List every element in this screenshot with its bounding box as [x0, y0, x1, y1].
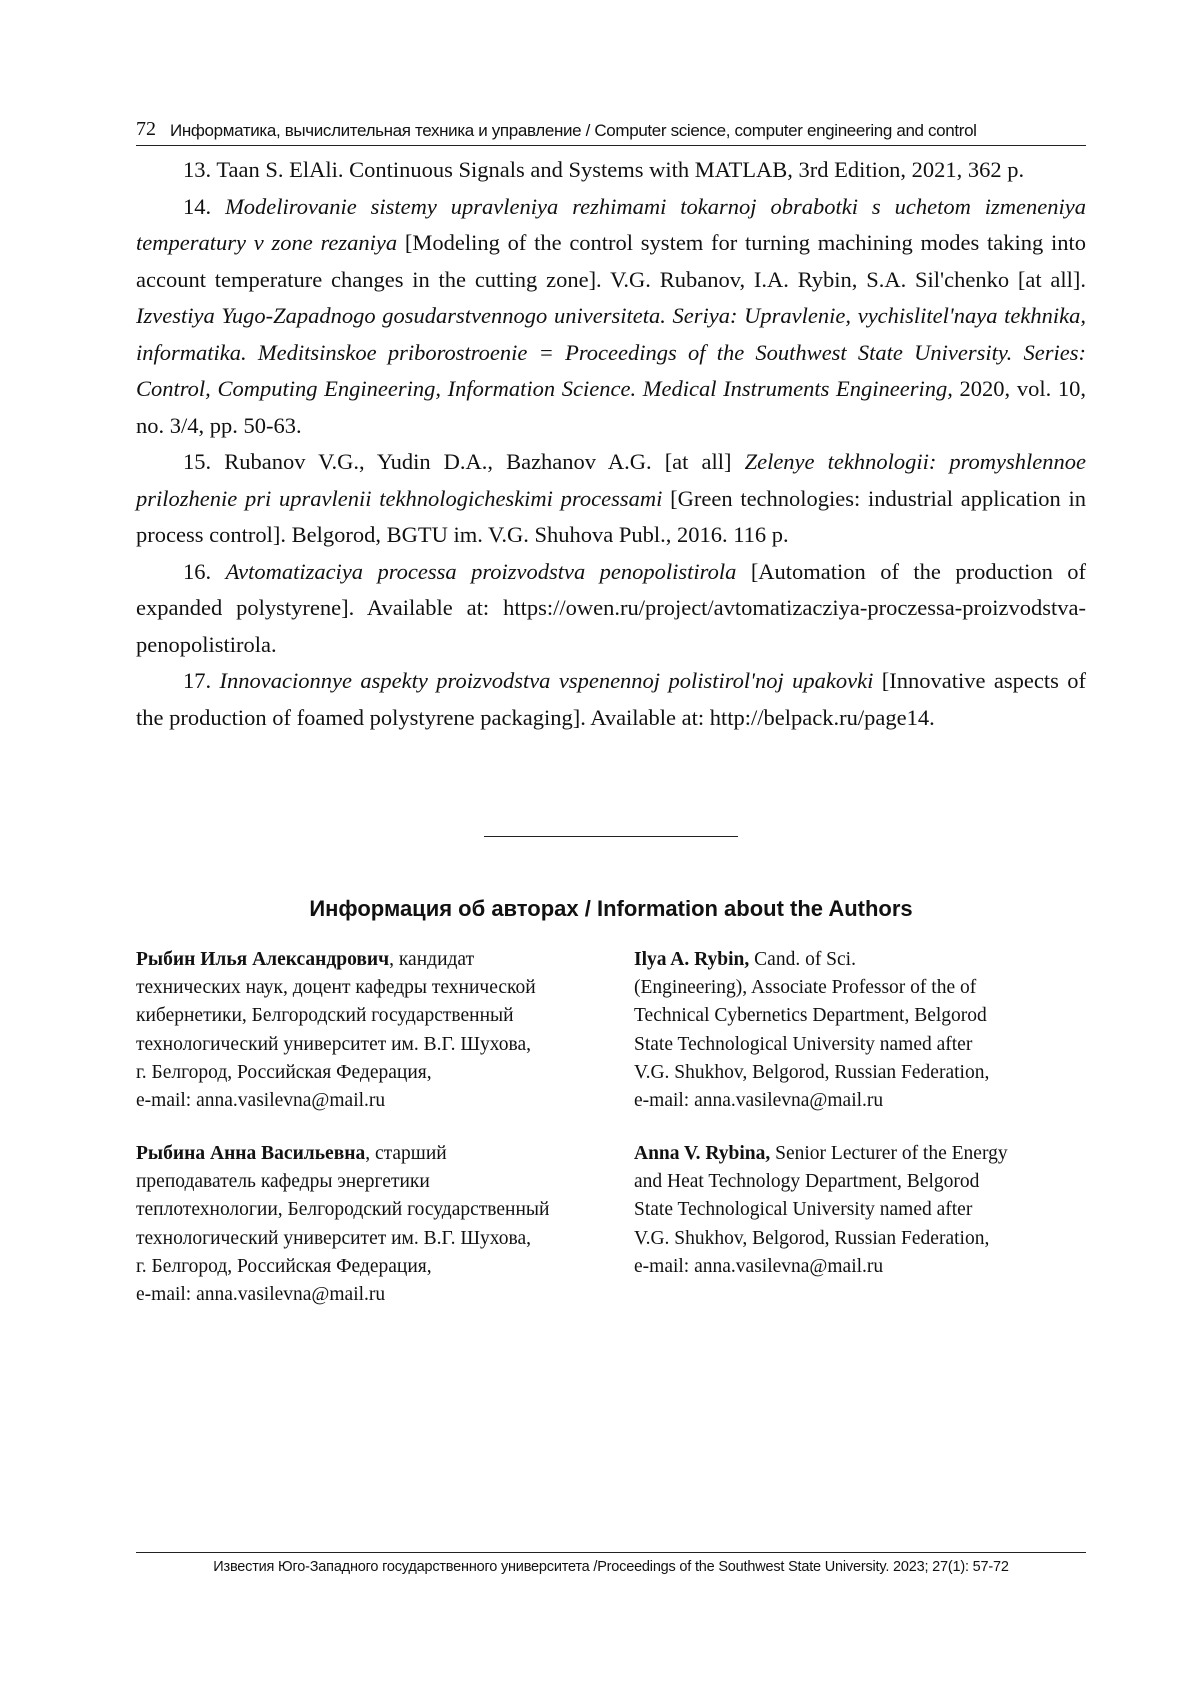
reference-number: 14. [183, 193, 212, 219]
author-name: Anna V. Rybina, [634, 1143, 771, 1164]
section-divider [484, 836, 738, 837]
author-email: e-mail: anna.vasilevna@mail.ru [634, 1090, 884, 1112]
reference-text: [Automation of the production of expanded polystyrene]. Available at: https://owen.ru/project/avtomatizacziya-proczessa-proizvodstva-penopolistirola. [136, 558, 1087, 657]
reference-authors: Rubanov V.G., Yudin D.A., Bazhanov A.G. [at all] [224, 449, 732, 474]
reference-text: Taan S. ElAli. Continuous Signals and Systems with MATLAB, 3rd Edition, 2021, 362 p. [216, 157, 1025, 182]
reference-text: [Innovative aspects of the production of foamed polystyrene packaging]. Available at: http://belpack.ru/page14. [136, 668, 1087, 730]
reference-text: [Modeling of the control system for turning machining modes taking into account temperature changes in the cutting zone]. V.G. Rubanov, I.A. Rybin, S.A. Sil'chenko [at all]. [136, 230, 1086, 292]
running-footer: Известия Юго-Западного государственного университета /Proceedings of the Southwest State University. 2023; 27(1): 57-72 [136, 1552, 1086, 1575]
reference-text: [Green technologies: industrial application in process control]. Belgorod, BGTU im. V.G. Shuhova Publ., 2016. 116 p. [136, 485, 1087, 547]
author-email: e-mail: anna.vasilevna@mail.ru [136, 1090, 386, 1112]
author-1-ru: Рыбин Илья Александрович, кандидат технических наук, доцент кафедры технической кибернетики, Белгородский государственный технологический университет им. В.Г. Шухова, г. Белгород, Российская Федерация, e-mail: anna.vasilevna@mail.ru [136, 946, 616, 1115]
author-1-en: Ilya A. Rybin, Cand. of Sci. (Engineering), Associate Professor of the of Technical Cybernetics Department, Belgorod State Technological University named after V.G. Shukhov, Belgorod, Russian Federation, e-mail: anna.vasilevna@mail.ru [634, 946, 1114, 1115]
reference-number: 16. [183, 558, 212, 584]
reference-list [136, 152, 1086, 736]
author-2-en: Anna V. Rybina, Senior Lecturer of the Energy and Heat Technology Department, Belgorod State Technological University named after V.G. Shukhov, Belgorod, Russian Federation, e-mail: anna.vasilevna@mail.ru [634, 1140, 1114, 1281]
running-header [136, 112, 1086, 146]
reference-title: Innovacionnye aspekty proizvodstva vspenennoj polistirol'noj upakovki [219, 668, 874, 693]
author-email: e-mail: anna.vasilevna@mail.ru [136, 1284, 386, 1306]
reference-number: 17. [183, 668, 212, 693]
page-number: 72 [136, 118, 156, 140]
reference-15 [136, 444, 1086, 554]
author-2-ru: Рыбина Анна Васильевна, старший преподаватель кафедры энергетики теплотехнологии, Белгородский государственный технологический университет им. В.Г. Шухова, г. Белгород, Российская Федерация, e-mail: anna.vasilevna@mail.ru [136, 1140, 616, 1309]
reference-number: 15. [183, 449, 212, 474]
author-name: Ilya A. Rybin, [634, 949, 750, 970]
reference-14 [136, 189, 1086, 445]
reference-source: Izvestiya Yugo-Zapadnogo gosudarstvennogo universiteta. Seriya: Upravlenie, vychislitel'naya tekhnika, informatika. Meditsinskoe priborostroenie = Proceedings of the Southwest State University. Series: Control, Computing Engineering, Information Science. Medical Instruments Engineering, [136, 303, 1086, 401]
reference-17 [136, 663, 1086, 736]
journal-title: Информатика, вычислительная техника и управление / Computer science, computer engineering and control [170, 121, 977, 140]
reference-13 [136, 152, 1086, 189]
reference-title: Zelenye tekhnologii: promyshlennoe prilozhenie pri upravlenii tekhnologicheskimi processami [136, 449, 1087, 511]
author-name: Рыбин Илья Александрович [136, 949, 390, 970]
author-email: e-mail: anna.vasilevna@mail.ru [634, 1255, 884, 1277]
reference-details: 2020, vol. 10, no. 3/4, pp. 50-63. [136, 376, 1086, 438]
authors-heading: Информация об авторах / Information about the Authors [309, 896, 913, 921]
reference-number: 13. [183, 157, 212, 182]
reference-16 [136, 554, 1086, 664]
author-name: Рыбина Анна Васильевна [136, 1143, 366, 1164]
reference-title: Avtomatizaciya processa proizvodstva penopolistirola [225, 558, 737, 584]
reference-title: Modelirovanie sistemy upravleniya rezhimami tokarnoj obrabotki s uchetom izmeneniya temperatury v zone rezaniya [136, 193, 1086, 255]
